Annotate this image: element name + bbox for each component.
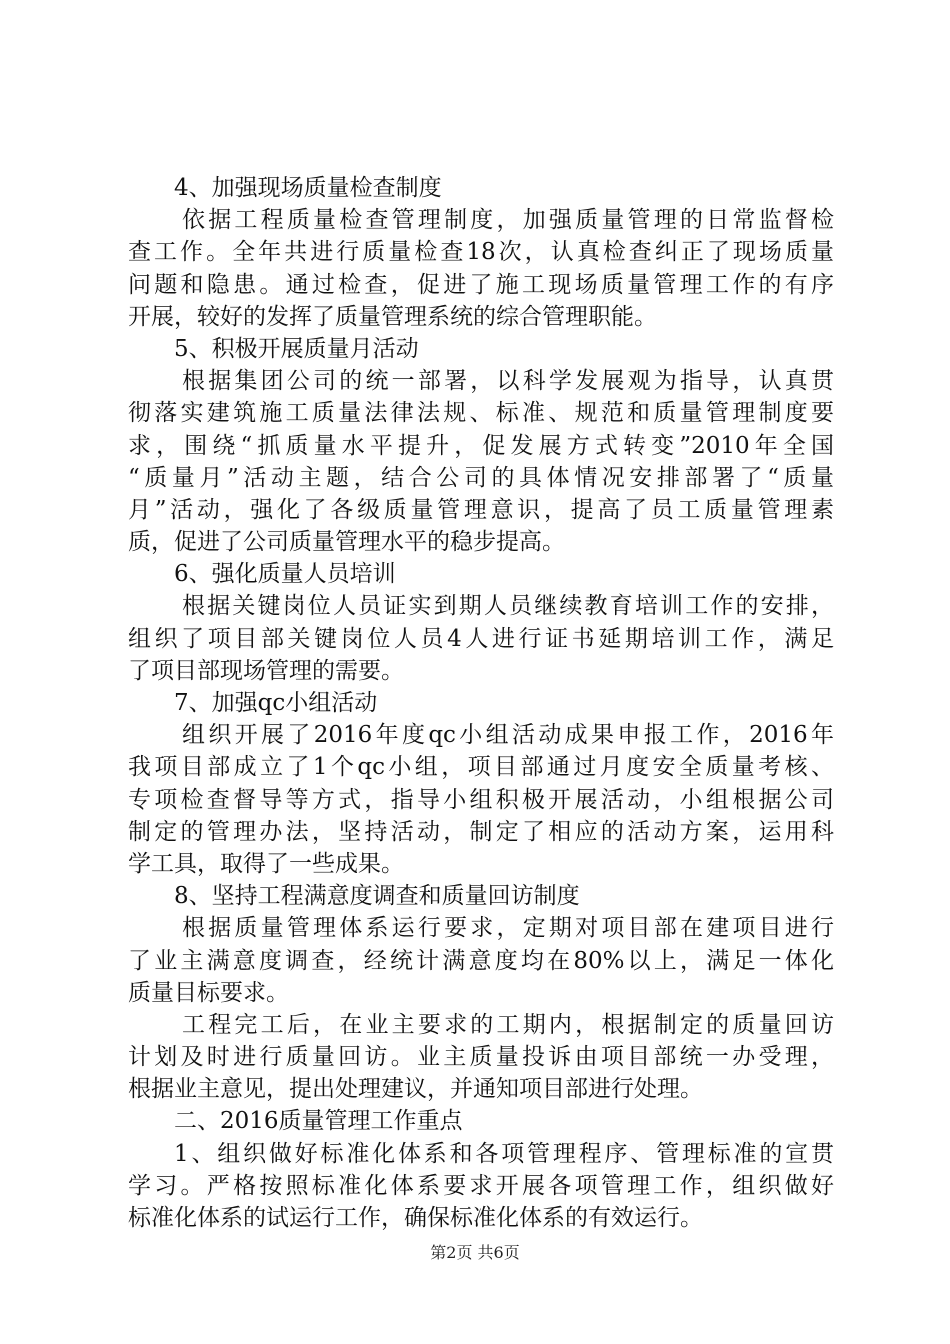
paragraph-line: 组织开展了2016年度qc小组活动成果申报工作，2016年 bbox=[182, 722, 834, 749]
paragraph-line: 根据业主意见，提出处理建议，并通知项目部进行处理。 bbox=[128, 1076, 703, 1103]
paragraph-line: 问题和隐患。通过检查，促进了施工现场质量管理工作的有序 bbox=[128, 271, 834, 298]
paragraph-line: 学工具，取得了一些成果。 bbox=[128, 850, 404, 877]
section-heading-line: 5、积极开展质量月活动 bbox=[174, 335, 419, 362]
paragraph-line: 根据关键岗位人员证实到期人员继续教育培训工作的安排， bbox=[182, 593, 834, 620]
paragraph-line: 求，围绕“抓质量水平提升，促发展方式转变”2010年全国 bbox=[128, 432, 834, 459]
section-heading-line: 8、坚持工程满意度调查和质量回访制度 bbox=[174, 883, 580, 910]
paragraph-line: 工程完工后，在业主要求的工期内，根据制定的质量回访 bbox=[182, 1011, 834, 1038]
paragraph-line: 我项目部成立了1个qc小组，项目部通过月度安全质量考核、 bbox=[128, 754, 834, 781]
paragraph-line: 根据质量管理体系运行要求，定期对项目部在建项目进行 bbox=[182, 915, 834, 942]
paragraph-line: 依据工程质量检查管理制度，加强质量管理的日常监督检 bbox=[182, 207, 834, 234]
paragraph-line: 计划及时进行质量回访。业主质量投诉由项目部统一办受理， bbox=[128, 1044, 834, 1071]
paragraph-line: 了项目部现场管理的需要。 bbox=[128, 657, 404, 684]
page-footer: 第2页 共6页 bbox=[430, 1243, 520, 1262]
paragraph-line: “质量月”活动主题，结合公司的具体情况安排部署了“质量 bbox=[128, 464, 834, 491]
paragraph-line: 组织了项目部关键岗位人员4人进行证书延期培训工作，满足 bbox=[128, 625, 834, 652]
section-heading-line: 二、2016质量管理工作重点 bbox=[174, 1108, 463, 1135]
document-body bbox=[128, 172, 834, 1234]
paragraph-line: 根据集团公司的统一部署，以科学发展观为指导，认真贯 bbox=[182, 368, 834, 395]
paragraph-line: 月”活动，强化了各级质量管理意识，提高了员工质量管理素 bbox=[128, 496, 834, 523]
paragraph-line: 质，促进了公司质量管理水平的稳步提高。 bbox=[128, 529, 565, 556]
paragraph-line: 学习。严格按照标准化体系要求开展各项管理工作，组织做好 bbox=[128, 1172, 834, 1199]
paragraph-line: 1、组织做好标准化体系和各项管理程序、管理标准的宣贯 bbox=[174, 1140, 834, 1167]
paragraph-line: 查工作。全年共进行质量检查18次，认真检查纠正了现场质量 bbox=[128, 239, 834, 266]
section-heading-line: 7、加强qc小组活动 bbox=[174, 690, 378, 716]
paragraph-line: 专项检查督导等方式，指导小组积极开展活动，小组根据公司 bbox=[128, 786, 834, 813]
paragraph-line: 了业主满意度调查，经统计满意度均在80%以上，满足一体化 bbox=[128, 947, 834, 974]
section-heading-line: 4、加强现场质量检查制度 bbox=[174, 175, 442, 201]
paragraph-line: 标准化体系的试运行工作，确保标准化体系的有效运行。 bbox=[128, 1205, 703, 1231]
paragraph-line: 制定的管理办法，坚持活动，制定了相应的活动方案，运用科 bbox=[128, 818, 834, 845]
paragraph-line: 质量目标要求。 bbox=[128, 979, 289, 1006]
paragraph-line: 开展，较好的发挥了质量管理系统的综合管理职能。 bbox=[128, 303, 657, 330]
section-heading-line: 6、强化质量人员培训 bbox=[174, 561, 396, 588]
paragraph-line: 彻落实建筑施工质量法律法规、标准、规范和质量管理制度要 bbox=[128, 400, 834, 427]
